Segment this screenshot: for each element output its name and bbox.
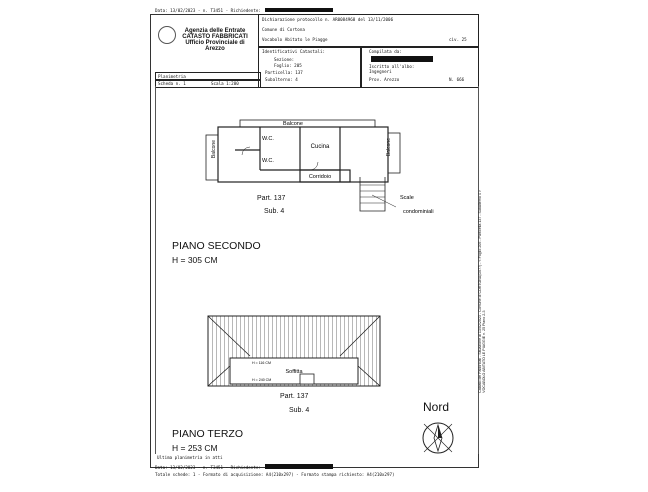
- identificativi: Identificativi Catastali:: [262, 49, 326, 54]
- second-floor-plan: [200, 115, 450, 225]
- label-scale: Scale: [400, 195, 414, 201]
- dichiarazione: Dichiarazione protocollo n. AR0084968 del 13/11/2006: [262, 17, 394, 22]
- via: Vocabolo Abitato le Piagge: [262, 37, 328, 42]
- label-wc2: W.C.: [262, 158, 274, 164]
- second-floor-sub: Sub. 4: [264, 208, 285, 215]
- label-wc1: W.C.: [262, 136, 274, 142]
- footer-line2: Totale schede: 1 - Formato di acquisizione: A4(210x297) - Formato stampa richiesto: A4(210x297): [155, 472, 395, 477]
- compilata-box: [360, 46, 479, 88]
- label-soffitta: Soffitta: [285, 369, 303, 375]
- particella: Particella: 137: [265, 70, 303, 75]
- civ: civ. 25: [449, 37, 467, 42]
- ident-box: [258, 46, 362, 88]
- redacted-compiler: [371, 56, 433, 62]
- scala: Scala 1:200: [211, 81, 239, 86]
- third-floor-height: H = 253 CM: [172, 443, 218, 453]
- label-h116: H = 116 CM: [252, 361, 272, 365]
- label-corridoio: Corridoio: [308, 174, 332, 180]
- ingegneri: Ingegneri: [369, 69, 392, 74]
- third-floor-part: Part. 137: [280, 393, 309, 400]
- iscrizione-num: N. 666: [449, 77, 465, 82]
- label-h240: H = 240 CM: [252, 378, 272, 382]
- footer-redacted: [265, 464, 333, 469]
- office-line3: Ufficio Provinciale di: [185, 40, 245, 46]
- planimetria-title: Planimetria: [158, 74, 186, 79]
- emblem-icon: [158, 26, 176, 44]
- foglio: Foglio: 205: [274, 63, 302, 68]
- side-text-line2: VOCABOLO ABITATO LE PIAGGIE n. 25 Piano 2-3: [482, 310, 487, 393]
- label-balcone-left: Balcone: [211, 140, 217, 159]
- label-cucina: Cucina: [310, 144, 330, 150]
- office-line1: Agenzia delle Entrate: [184, 28, 246, 34]
- apartment-outline: [218, 127, 388, 182]
- third-floor-sub: Sub. 4: [289, 407, 310, 414]
- top-note: Data: 13/02/2023 - n. T3451 - Richiedente:: [155, 8, 333, 13]
- side-text: [478, 190, 486, 393]
- header-box: [258, 14, 479, 48]
- second-floor-title: PIANO SECONDO: [172, 240, 261, 252]
- prov: Prov. Arezzo: [369, 77, 400, 82]
- redacted-name: [265, 8, 333, 12]
- side-text-line1: Catasto dei Fabbricati - Situazione al 13/02/2023 - Comune di CORTONA(D077) - < Foglio 205 - Particella 137 - Subalterno 4 >: [478, 190, 482, 393]
- iscritto: Iscritto all'albo:: [369, 64, 415, 69]
- roof-hatch-door: [300, 374, 314, 384]
- footer-ultima: Ultima planimetria in atti: [157, 455, 223, 460]
- third-floor-plan: [200, 306, 390, 388]
- scheda: Scheda n. 1: [158, 81, 186, 86]
- subalterno: Subalterno: 4: [265, 77, 298, 82]
- label-balcone-right: Balcone: [386, 138, 392, 157]
- north-arrow-icon: [418, 418, 458, 458]
- nord-label: Nord: [423, 400, 450, 414]
- footer-line1: Data: 13/02/2023 - n. T3451 - Richiedente:: [155, 464, 333, 470]
- label-condominiali: condominiali: [403, 209, 434, 215]
- office-block: [152, 16, 256, 68]
- balcone-top-rail: [240, 120, 375, 127]
- office-line2: CATASTO FABBRICATI: [182, 34, 248, 40]
- third-floor-title: PIANO TERZO: [172, 428, 243, 440]
- sezione: Sezione:: [274, 57, 295, 62]
- second-floor-part: Part. 137: [257, 195, 286, 202]
- label-balcone-top: Balcone: [283, 121, 303, 127]
- office-line4: Arezzo: [205, 46, 225, 52]
- second-floor-height: H = 305 CM: [172, 255, 218, 265]
- compilata: Compilata da:: [369, 49, 402, 54]
- comune: Comune di Cortona: [262, 27, 305, 32]
